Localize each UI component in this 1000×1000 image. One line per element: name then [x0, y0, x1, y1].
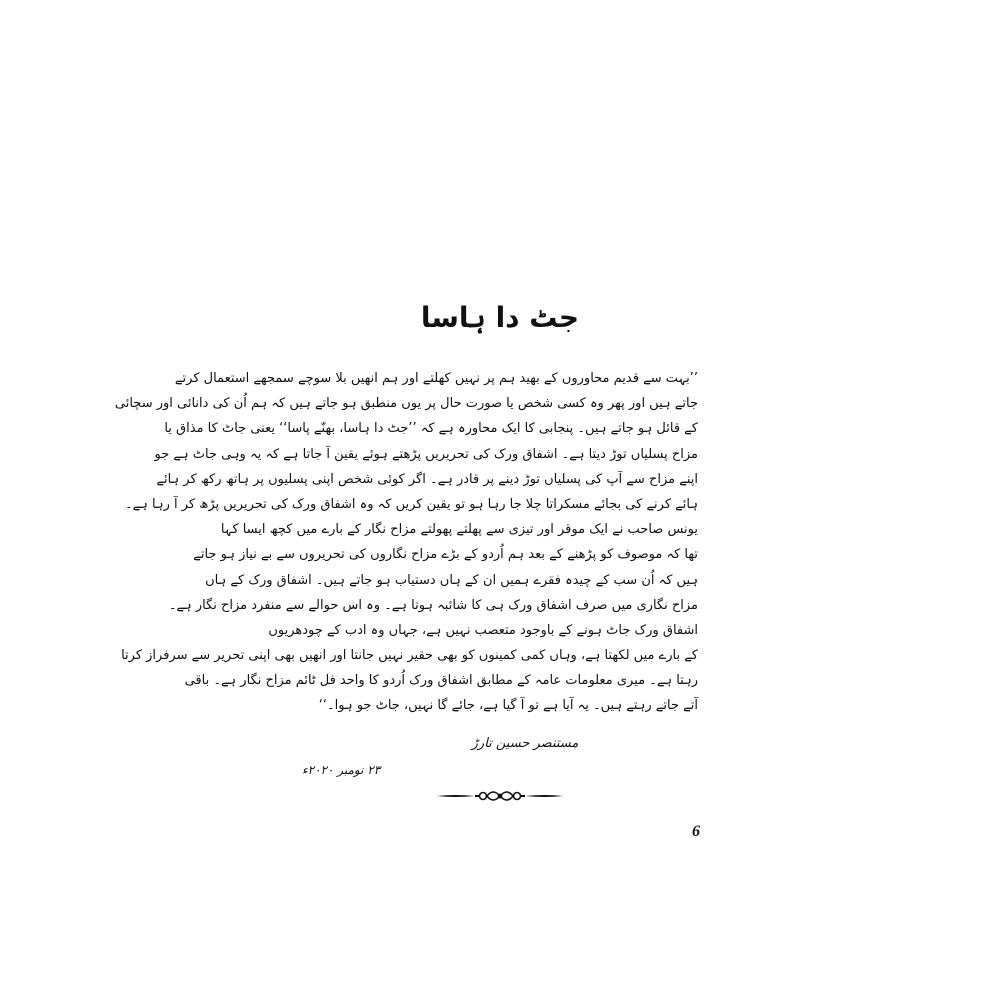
- foreword-text: [114, 366, 698, 719]
- text-line: کے قائل ہو جاتے ہیں۔ پنجابی کا ایک محاورہ ہے کہ ’’جٹ دا ہاسا، بھنّے پاسا‘‘ یعنی جاٹ کا مذاق یا: [164, 421, 698, 437]
- text-line: مزاح نگاری میں صرف اشفاق ورک ہی کا شائبہ ہوتا ہے۔ وہ اس حوالے سے منفرد مزاح نگار ہے۔: [168, 597, 698, 613]
- text-line: آتے جاتے رہتے ہیں۔ یہ آیا ہے تو آ گیا ہے، جائے گا نہیں، جاٹ جو ہوا۔‘‘: [318, 698, 698, 714]
- date-line: ۲۳ نومبر ۲۰۲۰ء: [302, 763, 381, 777]
- text-line: یونس صاحب نے ایک موقر اور تیزی سے پھلتے پھولتے مزاح نگار کے بارے میں کچھ ایسا کہا: [220, 522, 698, 538]
- ornament-divider-icon: [435, 786, 565, 806]
- page-number: 6: [692, 823, 700, 840]
- text-line: اپنے مزاح سے آپ کی پسلیاں توڑ دینے پر قادر ہے۔ اگر کوئی شخص اپنی پسلیوں پر ہاتھ رکھ کر ہائے: [156, 471, 698, 487]
- text-line: تھا کہ موصوف کو پڑھنے کے بعد ہم اُردو کے بڑے مزاح نگاروں کی تحریروں سے بے نیاز ہو جاتے: [193, 547, 698, 563]
- text-line: ’’بہت سے قدیم محاوروں کے بھید ہم پر نہیں کھلتے اور ہم انھیں بلا سوچے سمجھے استعمال کرتے: [174, 371, 698, 386]
- author-signature: مستنصر حسین تارڑ: [471, 736, 579, 751]
- chapter-title: جٹ دا ہاسا: [420, 301, 580, 334]
- text-line: رہتا ہے۔ میری معلومات عامہ کے مطابق اشفاق ورک اُردو کا واحد فل ٹائم مزاح نگار ہے۔ باقی: [184, 673, 698, 689]
- text-line: مزاح پسلیاں توڑ دیتا ہے۔ اشفاق ورک کی تحریریں پڑھتے ہوئے یقین آ جاتا ہے کہ یہ وہی جاٹ ہے جو: [154, 446, 698, 462]
- text-line: ہیں کہ اُن سب کے چیدہ فقرے ہمیں ان کے ہاں دستیاب ہو جاتے ہیں۔ اشفاق ورک کے ہاں: [205, 572, 698, 588]
- text-line: ہائے کرنے کی بجائے مسکراتا چلا جا رہا ہو تو یقین کریں کہ وہ اشفاق ورک کی تحریریں پڑھ کر آ رہا ہے۔: [125, 496, 698, 512]
- text-line: کے بارے میں لکھتا ہے، وہاں کمی کمینوں کو بھی حقیر نہیں جانتا اور انھیں بھی اپنی تحریر سے سرفراز کرتا: [121, 648, 698, 664]
- text-line: جاتے ہیں اور پھر وہ کسی شخص یا صورت حال پر یوں منطبق ہو جاتے ہیں کہ ہم اُن کی دانائی اور سچائی: [114, 396, 698, 412]
- text-line: اشفاق ورک جاٹ ہونے کے باوجود متعصب نہیں ہے، جہاں وہ ادب کے چودھریوں: [268, 622, 698, 638]
